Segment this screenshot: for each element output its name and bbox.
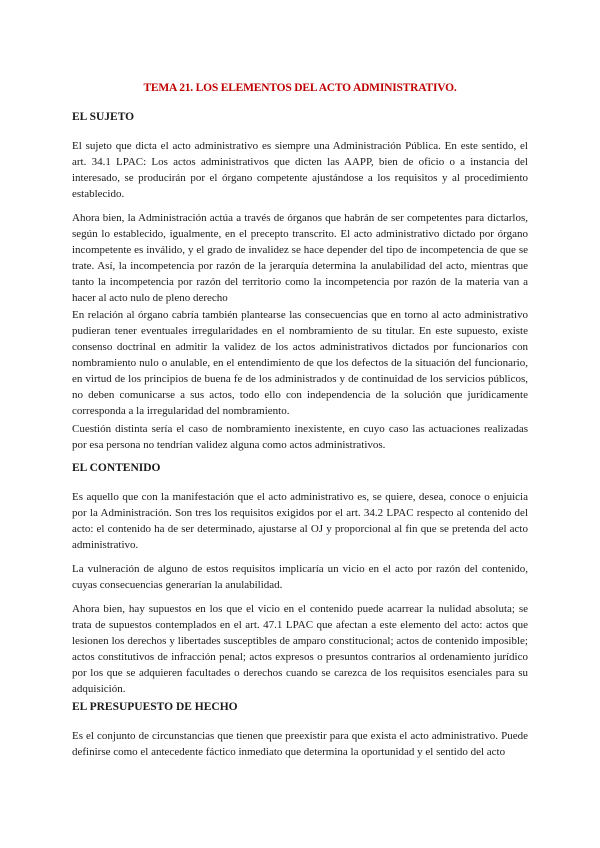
section-heading-contenido: EL CONTENIDO xyxy=(72,462,161,474)
paragraph: En relación al órgano cabría también plantearse las consecuencias que en torno al acto administrativo pudieran tener eventuales irregularidades en el nombramiento de su titular. En este supuesto, existe consenso doctrinal en admitir la validez de los actos administrativos dictados por funcionarios con nombramiento nulo o anulable, en el entendimiento de que los defectos de la situación del funcionario, en virtud de los principios de buena fe de los administrados y de continuidad de los servicios públicos, no deben comunicarse a sus actos, todo ello con independencia de la solución que jurídicamente corresponda a la irregularidad del nombramiento. xyxy=(72,309,528,417)
paragraph: El sujeto que dicta el acto administrativo es siempre una Administración Pública. En este sentido, el art. 34.1 LPAC: Los actos administrativos que dicten las AAPP, bien de oficio o a instancia del interesado, se producirán por el órgano competente ajustándose a los requisitos y al procedimiento establecido. xyxy=(72,140,528,200)
paragraph: Cuestión distinta sería el caso de nombramiento inexistente, en cuyo caso las actuaciones realizadas por esa persona no tendrían validez alguna como actos administrativos. xyxy=(72,423,528,451)
document-title: TEMA 21. LOS ELEMENTOS DEL ACTO ADMINISTRATIVO. xyxy=(143,82,457,94)
paragraph: La vulneración de alguno de estos requisitos implicaría un vicio en el acto por razón del contenido, cuyas consecuencias generarían la anulabilidad. xyxy=(72,563,528,591)
section-heading-presupuesto: EL PRESUPUESTO DE HECHO xyxy=(72,701,238,713)
paragraph: Ahora bien, la Administración actúa a través de órganos que habrán de ser competentes para dictarlos, según lo establecido, igualmente, en el precepto transcrito. El acto administrativo dictado por órgano incompetente es inválido, y el grado de invalidez se hace depender del tipo de incompetencia de que se trate. Así, la incompetencia por razón de la jerarquía determina la anulabilidad del acto, mientras que tanto la incompetencia por razón del territorio como la incompetencia por razón de la materia van a hacer al acto nulo de pleno derecho xyxy=(72,212,528,304)
paragraph: Ahora bien, hay supuestos en los que el vicio en el contenido puede acarrear la nulidad absoluta; se trata de supuestos contemplados en el art. 47.1 LPAC que afectan a este elemento del acto: actos que lesionen los derechos y libertades susceptibles de amparo constitucional; actos de contenido imposible; actos constitutivos de infracción penal; actos expresos o presuntos contrarios al ordenamiento jurídico por los que se adquieren facultades o derechos cuando se carezca de los requisitos esenciales para su adquisición. xyxy=(72,603,528,695)
paragraph: Es el conjunto de circunstancias que tienen que preexistir para que exista el acto administrativo. Puede definirse como el antecedente fáctico inmediato que determina la oportunidad y el sentido del acto xyxy=(72,730,528,758)
paragraph: Es aquello que con la manifestación que el acto administrativo es, se quiere, desea, conoce o enjuicia por la Administración. Son tres los requisitos exigidos por el art. 34.2 LPAC respecto al contenido del acto: el contenido ha de ser determinado, ajustarse al OJ y proporcional al fin que se pretenda del acto administrativo. xyxy=(72,491,528,551)
section-heading-sujeto: EL SUJETO xyxy=(72,111,135,123)
